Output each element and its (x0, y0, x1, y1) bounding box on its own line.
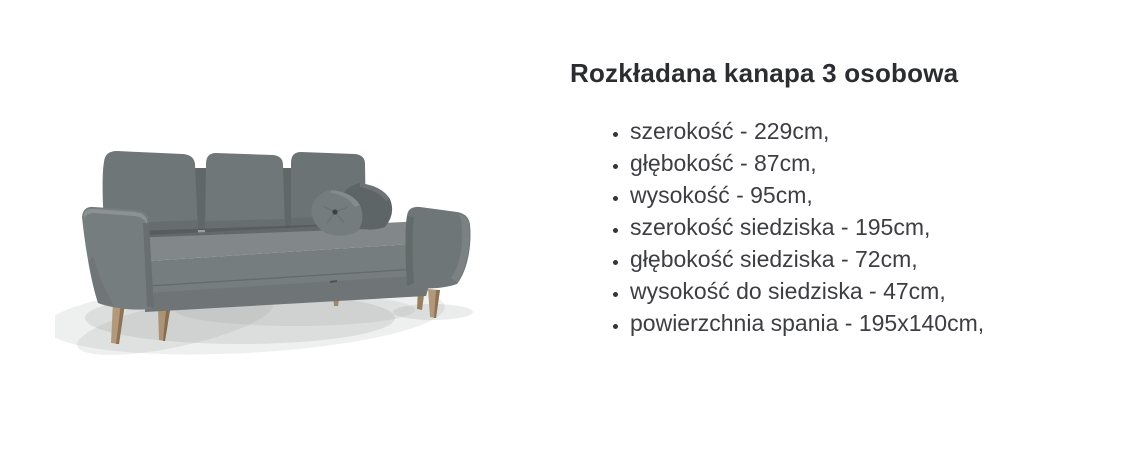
spec-item-seat-width: • szerokość siedziska - 195cm, (630, 211, 1110, 243)
product-title: Rozkładana kanapa 3 osobowa (570, 58, 959, 88)
spec-item-width: • szerokość - 229cm, (630, 115, 1110, 147)
spec-list (570, 115, 1110, 339)
product-photo (55, 20, 545, 420)
spec-item-depth: • głębokość - 87cm, (630, 147, 1110, 179)
sofa-arm-right (406, 207, 471, 288)
sofa-illustration (55, 20, 545, 420)
spec-item-height: • wysokość - 95cm, (630, 179, 1110, 211)
spec-item-seat-depth: • głębokość siedziska - 72cm, (630, 243, 1110, 275)
spec-item-seat-height: • wysokość do siedziska - 47cm, (630, 275, 1110, 307)
product-info (570, 58, 1110, 339)
sofa-arm-left (82, 207, 154, 310)
spec-item-sleeping-area: • powierzchnia spania - 195x140cm, (630, 307, 1110, 339)
